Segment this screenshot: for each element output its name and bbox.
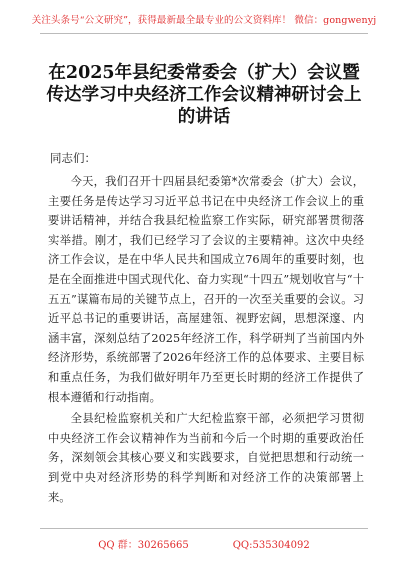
salutation: 同志们： — [50, 151, 96, 165]
footer-qq-number: QQ:535304092 — [232, 540, 310, 551]
paragraph-1: 今天，我们召开十四届县纪委第*次常委会（扩大）会议，主要任务是传达学习习近平总书记在中央经济工作会议上的重要讲话精神，并结合我县纪检监察工作实际，研究部署贯彻落实举措。刚才，我们已经学习了会议的主要精神。这次中央经济工作会议，是在中华人民共和国成立76周年的重要时刻，也是在全面推进中国式现代化、奋力实现“十四五”规划收官与“十五五”谋篇布局的关键节点上，召开的一次至关重要的会议。习近平总书记的重要讲话，高屋建瓴、视野宏阔，思想深邃、内涵丰富，深刻总结了2025年经济工作，科学研判了当前国内外经济形势，系统部署了2026年经济工作的总体要求、主要目标和重点任务，为我们做好明年乃至更长时期的经济工作提供了根本遵循和行动指南。 — [48, 175, 364, 404]
header-divider — [40, 33, 368, 34]
footer-divider — [40, 528, 368, 529]
title-line-1: 在2025年县纪委常委会（扩大）会议暨 — [48, 63, 360, 83]
paragraph-2: 全县纪检监察机关和广大纪检监察干部，必须把学习贯彻中央经济工作会议精神作为当前和今后一个时期的重要政治任务，深刻领会其核心要义和实践要求，自觉把思想和行动统一到党中央对经济形势的科学判断和对经济工作的决策部署上来。 — [48, 412, 364, 504]
footer-qq-group: QQ 群：30265665 — [98, 540, 189, 551]
title-line-2: 传达学习中央经济工作会议精神研讨会上 — [46, 85, 362, 105]
footer-contact — [0, 536, 408, 551]
document-title — [30, 62, 378, 128]
title-line-3: 的讲话 — [177, 107, 231, 127]
header-promo-note: 关注头条号“公文研究”，获得最新最全最专业的公文资料库！ 微信：gongwenyj — [31, 15, 377, 26]
body-text — [48, 172, 364, 507]
